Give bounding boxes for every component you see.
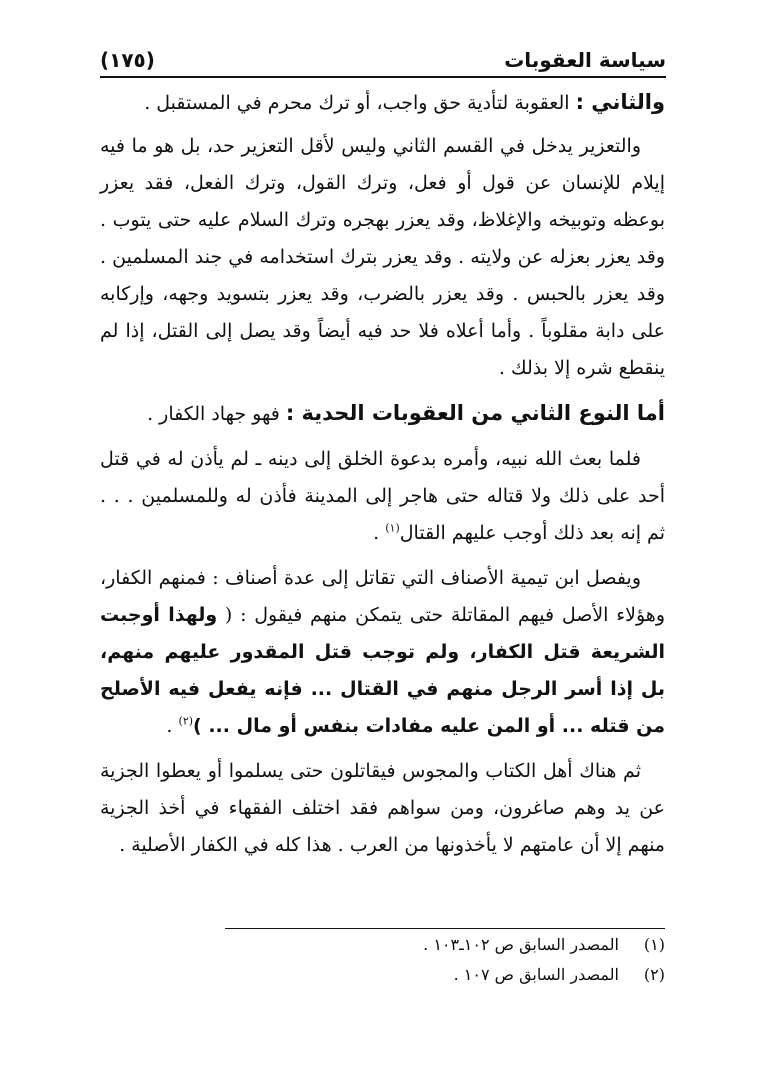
- paragraph-1-lead: والثاني :: [575, 90, 665, 114]
- running-header: [100, 42, 666, 72]
- quotation-bold: ولهذا أوجبت الشريعة قتل الكفار، ولم توجب قتل المقدور عليهم منهم، بل إذا أسر الرجل منهم في القتال ... فإنه يفعل فيه الأصلح من قتله ... أو المن عليه مفادات بنفس أو مال ... ): [100, 604, 665, 737]
- paragraph-4: [100, 441, 665, 552]
- footnote-1-number: (١): [643, 935, 665, 954]
- footnote-1-text: المصدر السابق ص ١٠٢ـ١٠٣ .: [423, 935, 619, 954]
- paragraph-3-text: فهو جهاد الكفار .: [147, 403, 286, 425]
- paragraph-1-text: العقوبة لتأدية حق واجب، أو ترك محرم في المستقبل .: [144, 92, 576, 114]
- paragraph-2: والتعزير يدخل في القسم الثاني وليس لأقل التعزير حد، بل هو ما فيه إيلام للإنسان عن قول أو فعل، وترك القول، وترك الفعل، فقد يعزر بوعظه وتوبيخه والإغلاظ، وقد يعزر بهجره وترك السلام عليه حتى يتوب . وقد يعزر بعزله عن ولايته . وقد يعزر بترك استخدامه في جند المسلمين . وقد يعزر بالحبس . وقد يعزر بالضرب، وقد يعزر بتسويد وجهه، وإركابه على دابة مقلوباً . وأما أعلاه فلا حد فيه أيضاً وقد يصل إلى القتل، إذا لم ينقطع شره إلا بذلك .: [100, 135, 665, 379]
- footnote-2-text: المصدر السابق ص ١٠٧ .: [453, 965, 619, 984]
- paragraph-5-text: ويفصل ابن تيمية الأصناف التي تقاتل إلى عدة أصناف : فمنهم الكفار، وهؤلاء الأصل فيهم المقاتلة حتى يتمكن منهم فيقول : (: [100, 567, 665, 626]
- paragraph-6: ثم هناك أهل الكتاب والمجوس فيقاتلون حتى يسلموا أو يعطوا الجزية عن يد وهم صاغرون، ومن سواهم فقد اختلف الفقهاء في أخذ الجزية منهم إلا أن عامتهم لا يأخذونها من العرب . هذا كله في الكفار الأصلية .: [100, 760, 665, 856]
- paragraph-1: [100, 84, 665, 122]
- footnote-2: [100, 960, 665, 990]
- paragraph-4-end: .: [373, 522, 386, 544]
- paragraph-3: [100, 395, 665, 433]
- paragraph-5-end: .: [166, 715, 179, 737]
- paragraph-5: [100, 560, 665, 745]
- section-heading: أما النوع الثاني من العقوبات الحدية :: [285, 401, 665, 425]
- footnote-rule: [225, 928, 665, 929]
- header-rule: [100, 76, 666, 78]
- footnote-1: [100, 930, 665, 960]
- paragraph-4-text: فلما بعث الله نبيه، وأمره بدعوة الخلق إلى دينه ـ لم يأذن له في قتل أحد على ذلك ولا قتاله حتى هاجر إلى المدينة فأذن له وللمسلمين . . . ثم إنه بعد ذلك أوجب عليهم القتال: [100, 448, 665, 544]
- header-title: سياسة العقوبات: [504, 48, 666, 72]
- footnote-ref-1: (١): [385, 521, 400, 535]
- page-number: (١٧٥): [100, 48, 155, 72]
- main-text: [100, 84, 665, 864]
- footnotes: [100, 930, 665, 990]
- footnote-2-number: (٢): [643, 965, 665, 984]
- footnote-ref-2: (٢): [178, 714, 194, 728]
